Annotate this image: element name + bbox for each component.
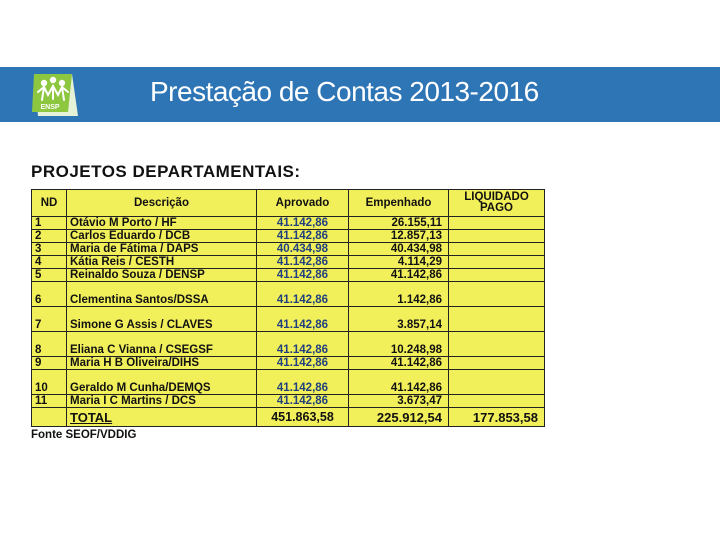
cell-descricao: Kátia Reis / CESTH: [67, 256, 257, 269]
table-row: [32, 395, 545, 408]
cell-empenhado: 41.142,86: [349, 269, 449, 282]
total-empenhado: 225.912,54: [349, 408, 449, 427]
cell-nd: 8: [32, 332, 67, 357]
cell-descricao: Maria de Fátima / DAPS: [67, 243, 257, 256]
cell-nd: 3: [32, 243, 67, 256]
cell-pago: [449, 217, 545, 230]
cell-pago: [449, 256, 545, 269]
cell-nd: 9: [32, 357, 67, 370]
cell-descricao: Carlos Eduardo / DCB: [67, 230, 257, 243]
cell-pago: [449, 395, 545, 408]
table-row: [32, 282, 545, 307]
header-nd: ND: [32, 190, 67, 217]
table-row: [32, 243, 545, 256]
ensp-logo-icon: [28, 72, 78, 118]
total-label: TOTAL: [67, 408, 257, 427]
cell-pago: [449, 269, 545, 282]
total-pago: 177.853,58: [449, 408, 545, 427]
total-aprovado: 451.863,58: [257, 408, 349, 427]
cell-aprovado: 41.142,86: [257, 230, 349, 243]
cell-nd: 6: [32, 282, 67, 307]
total-row: [32, 408, 545, 427]
cell-empenhado: 4.114,29: [349, 256, 449, 269]
cell-nd: 11: [32, 395, 67, 408]
cell-empenhado: 10.248,98: [349, 332, 449, 357]
header-liquidado-pago: LIQUIDADO PAGO: [449, 190, 545, 217]
table-row: [32, 357, 545, 370]
cell-pago: [449, 230, 545, 243]
cell-descricao: Clementina Santos/DSSA: [67, 282, 257, 307]
cell-empenhado: 12.857,13: [349, 230, 449, 243]
cell-aprovado: 41.142,86: [257, 256, 349, 269]
cell-descricao: Geraldo M Cunha/DEMQS: [67, 370, 257, 395]
cell-aprovado: 41.142,86: [257, 332, 349, 357]
cell-empenhado: 3.673,47: [349, 395, 449, 408]
cell-empenhado: 41.142,86: [349, 370, 449, 395]
header-descricao: Descrição: [67, 190, 257, 217]
page-title: Prestação de Contas 2013-2016: [150, 76, 539, 107]
table-row: [32, 256, 545, 269]
cell-nd: 4: [32, 256, 67, 269]
cell-nd: 2: [32, 230, 67, 243]
cell-empenhado: 3.857,14: [349, 307, 449, 332]
cell-aprovado: 41.142,86: [257, 395, 349, 408]
cell-aprovado: 41.142,86: [257, 282, 349, 307]
cell-pago: [449, 307, 545, 332]
cell-pago: [449, 370, 545, 395]
cell-descricao: Maria I C Martins / DCS: [67, 395, 257, 408]
table-row: [32, 307, 545, 332]
cell-nd: 10: [32, 370, 67, 395]
cell-pago: [449, 243, 545, 256]
header-aprovado: Aprovado: [257, 190, 349, 217]
cell-nd: 7: [32, 307, 67, 332]
cell-aprovado: 41.142,86: [257, 357, 349, 370]
cell-empenhado: 26.155,11: [349, 217, 449, 230]
header-empenhado: Empenhado: [349, 190, 449, 217]
cell-empenhado: 40.434,98: [349, 243, 449, 256]
table-row: [32, 230, 545, 243]
cell-empenhado: 1.142,86: [349, 282, 449, 307]
cell-descricao: Simone G Assis / CLAVES: [67, 307, 257, 332]
projects-table: [31, 189, 545, 427]
cell-pago: [449, 282, 545, 307]
cell-descricao: Otávio M Porto / HF: [67, 217, 257, 230]
cell-descricao: Maria H B Oliveira/DIHS: [67, 357, 257, 370]
table-row: [32, 370, 545, 395]
cell-aprovado: 41.142,86: [257, 307, 349, 332]
source-note: Fonte SEOF/VDDIG: [31, 429, 137, 441]
cell-aprovado: 40.434,98: [257, 243, 349, 256]
cell-nd: 1: [32, 217, 67, 230]
logo-text: ENSP: [40, 104, 60, 111]
cell-aprovado: 41.142,86: [257, 217, 349, 230]
table-row: [32, 217, 545, 230]
cell-descricao: Eliana C Vianna / CSEGSF: [67, 332, 257, 357]
cell-aprovado: 41.142,86: [257, 370, 349, 395]
cell-aprovado: 41.142,86: [257, 269, 349, 282]
cell-nd: 5: [32, 269, 67, 282]
section-heading: PROJETOS DEPARTAMENTAIS:: [31, 162, 301, 181]
table-row: [32, 332, 545, 357]
table-row: [32, 269, 545, 282]
cell-nd-empty: [32, 408, 67, 427]
cell-descricao: Reinaldo Souza / DENSP: [67, 269, 257, 282]
cell-pago: [449, 332, 545, 357]
cell-pago: [449, 357, 545, 370]
table-header-row: [32, 190, 545, 217]
cell-empenhado: 41.142,86: [349, 357, 449, 370]
